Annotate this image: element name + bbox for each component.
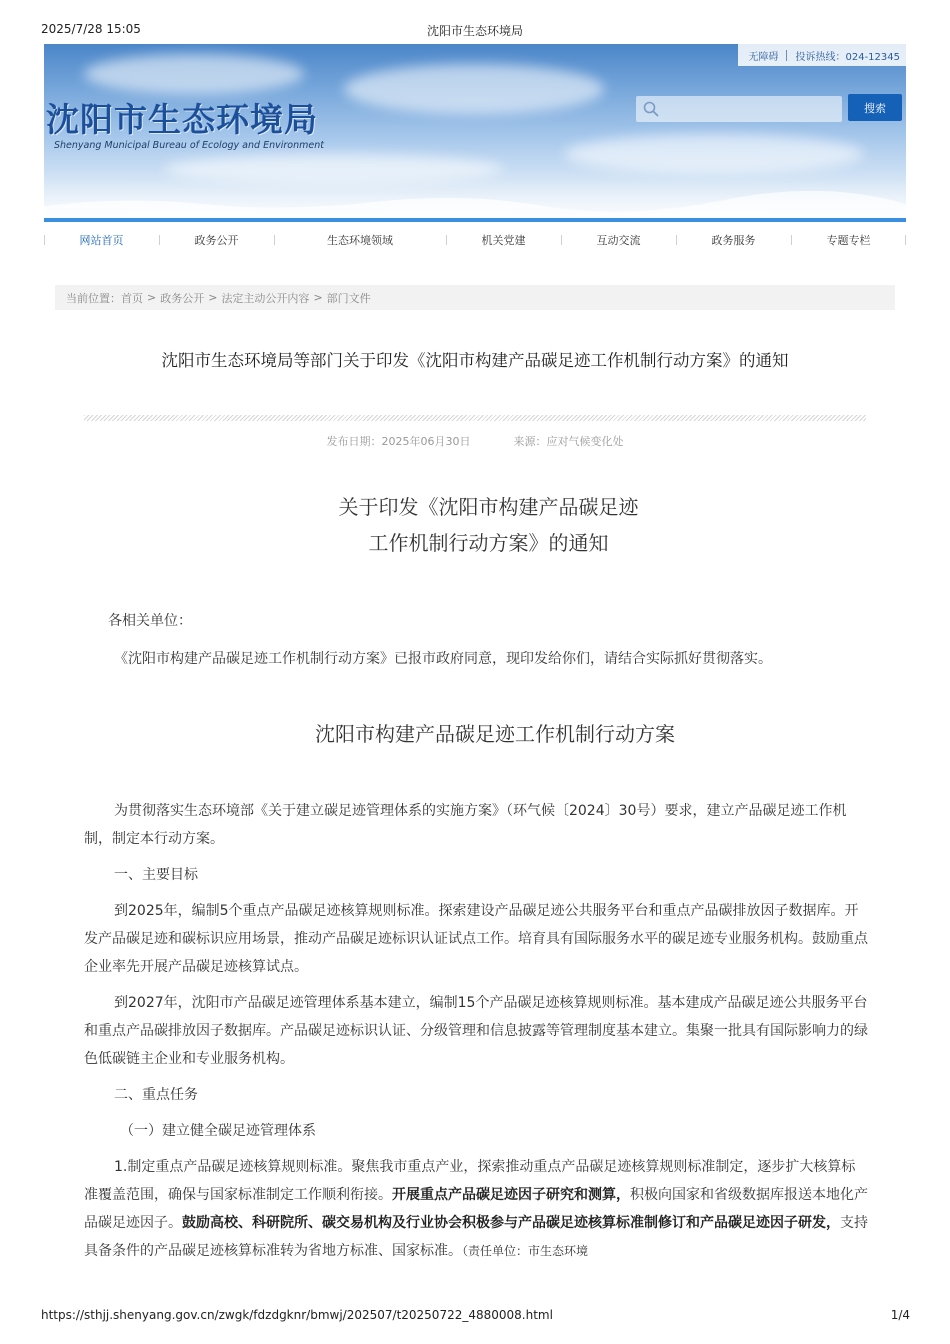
search-icon: [642, 100, 660, 118]
task-1-text: 1.制定重点产品碳足迹核算规则标准。聚焦我市重点产业，探索推动重点产品碳足迹核算规则标准制定，逐步扩大核算标准覆盖范围，确保与国家标准制定工作顺利衔接。: [84, 1159, 856, 1203]
notice-title-line-2: 工作机制行动方案》的通知: [368, 531, 609, 555]
notice-body: 《沈阳市构建产品碳足迹工作机制行动方案》已报市政府同意，现印发给你们，请结合实际抓好贯彻落实。: [114, 651, 772, 667]
print-footer: [0, 1308, 950, 1324]
notice-title: [0, 489, 950, 561]
section-heading-main-goals: 一、主要目标: [114, 867, 198, 883]
article-title: 沈阳市生态环境局等部门关于印发《沈阳市构建产品碳足迹工作机制行动方案》的通知: [161, 351, 789, 370]
site-logo-title[interactable]: 沈阳市生态环境局: [46, 100, 318, 139]
site-banner: [44, 44, 906, 218]
task-1-text: 支持具备条件的产品碳足迹核算标准转为省地方标准、国家标准。: [84, 1215, 868, 1259]
print-datetime: 2025/7/28 15:05: [41, 22, 141, 36]
breadcrumb-item-dept-documents[interactable]: 部门文件: [326, 291, 371, 305]
plan-content: [84, 797, 868, 1273]
notice-title-line-1: 关于印发《沈阳市构建产品碳足迹: [338, 495, 639, 519]
nav-item-interaction[interactable]: 互动交流: [596, 234, 641, 247]
breadcrumb: [55, 285, 895, 310]
task-1-emphasis: 鼓励高校、科研院所、碳交易机构及行业协会积极参与产品碳足迹核算标准制修订和产品碳足迹因子研发，: [182, 1215, 840, 1231]
hotline-text: 投诉热线：024-12345: [795, 51, 900, 63]
breadcrumb-item-statutory-disclosure[interactable]: 法定主动公开内容: [221, 291, 310, 305]
breadcrumb-separator: >: [147, 291, 157, 304]
task-1-paragraph: [84, 1153, 868, 1265]
nav-item-gov-services[interactable]: 政务服务: [711, 234, 756, 247]
subsection-heading-management-system: （一）建立健全碳足迹管理体系: [120, 1123, 316, 1139]
goal-2025: 到2025年，编制5个重点产品碳足迹核算规则标准。探索建设产品碳足迹公共服务平台和重点产品碳排放因子数据库。开发产品碳足迹和碳标识应用场景，推动产品碳足迹标识认证试点工作。培育具有国际服务水平的碳足迹专业服务机构。鼓励重点企业率先开展产品碳足迹核算试点。: [84, 903, 868, 975]
nav-item-gov-affairs[interactable]: 政务公开: [194, 234, 239, 247]
plan-title: 沈阳市构建产品碳足迹工作机制行动方案: [315, 722, 675, 746]
print-page-title: 沈阳市生态环境局: [426, 24, 523, 38]
breadcrumb-item-gov-affairs[interactable]: 政务公开: [160, 291, 205, 305]
nav-divider: [905, 235, 906, 245]
section-heading-key-tasks: 二、重点任务: [114, 1087, 198, 1103]
nav-item-party-building[interactable]: 机关党建: [481, 234, 526, 247]
nav-item-eco-environment[interactable]: 生态环境领域: [327, 234, 393, 247]
site-logo-subtitle: Shenyang Municipal Bureau of Ecology and Environment: [54, 140, 324, 151]
search-input[interactable]: [636, 96, 842, 122]
main-nav: [44, 229, 906, 251]
breadcrumb-separator: >: [208, 291, 218, 304]
plan-intro: 为贯彻落实生态环境部《关于建立碳足迹管理体系的实施方案》（环气候〔2024〕30号）要求，建立产品碳足迹工作机制，制定本行动方案。: [84, 803, 847, 847]
nav-item-special-topics[interactable]: 专题专栏: [826, 234, 871, 247]
notice-salutation: 各相关单位：: [108, 613, 192, 629]
publish-date: 发布日期：2025年06月30日: [326, 435, 471, 448]
print-page-number: 1/4: [890, 1308, 910, 1322]
article-meta: [0, 433, 950, 449]
nav-item-home[interactable]: 网站首页: [79, 234, 124, 247]
print-url: https://sthjj.shenyang.gov.cn/zwgk/fdzdgknr/bmwj/202507/t20250722_4880008.html: [41, 1308, 553, 1322]
top-links-divider: [786, 50, 787, 61]
article-source: 来源：应对气候变化处: [513, 435, 624, 448]
goal-2027: 到2027年，沈阳市产品碳足迹管理体系基本建立，编制15个产品碳足迹核算规则标准。基本建成产品碳足迹公共服务平台和重点产品碳排放因子数据库。产品碳足迹标识认证、分级管理和信息披露等管理制度基本建立。集聚一批具有国际影响力的绿色低碳链主企业和专业服务机构。: [84, 995, 868, 1067]
accessibility-link[interactable]: 无障碍: [748, 51, 779, 63]
title-divider: [84, 415, 866, 421]
print-header: [0, 22, 950, 40]
banner-divider: [44, 218, 906, 222]
task-1-emphasis: 开展重点产品碳足迹因子研究和测算，: [392, 1187, 630, 1203]
task-1-text: 积极向国家和省级数据库报送本地化产品碳足迹因子。: [84, 1187, 868, 1231]
search-button[interactable]: 搜索: [848, 94, 902, 121]
breadcrumb-prefix: 当前位置：: [66, 291, 121, 305]
task-1-responsible-unit: （责任单位：市生态环境: [462, 1244, 589, 1258]
banner-top-links: [738, 44, 906, 66]
breadcrumb-item-home[interactable]: 首页: [121, 291, 143, 305]
breadcrumb-separator: >: [313, 291, 323, 304]
